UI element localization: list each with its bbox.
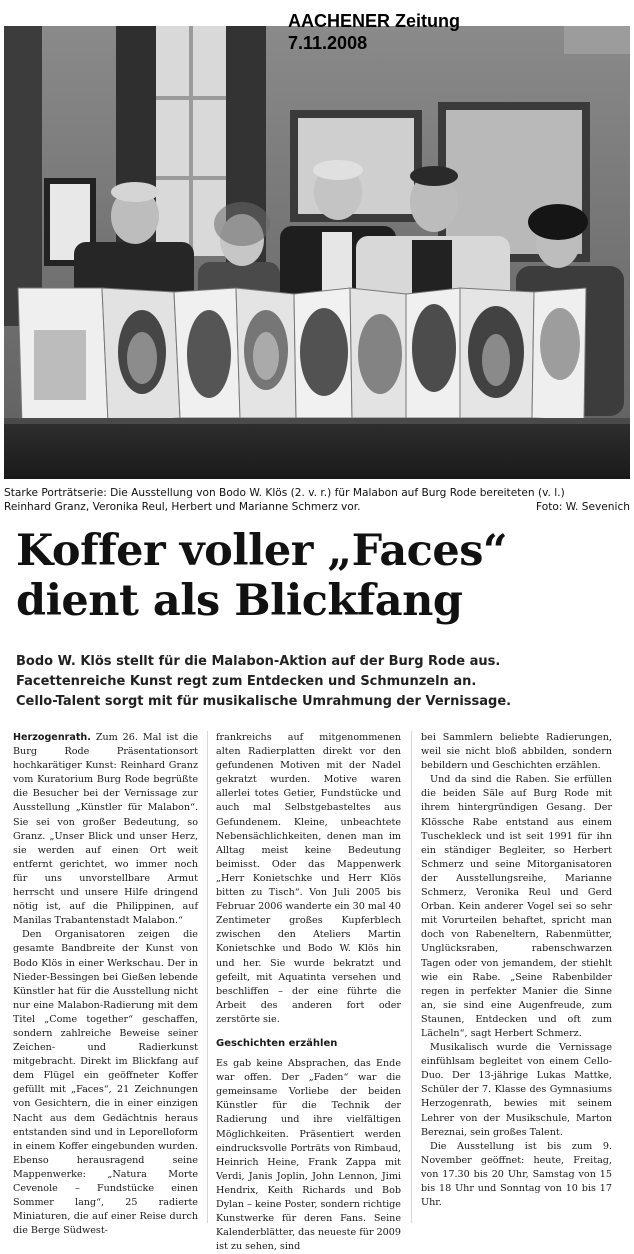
photo-credit: Foto: W. Sevenich <box>536 501 630 513</box>
deck-artist-name: Bodo W. Klös <box>16 654 112 669</box>
deck-line-3: Cello-Talent sorgt mit für musikalische Umrahmung der Vernissage. <box>16 694 512 709</box>
paragraph-text: Zum 26. Mal ist die Burg Rode Präsentationsort hochkarätiger Kunst: Reinhard Granz vom Kuratorium Burg Rode begrüßte die Besucher bei der Vernissage zur Ausstellung „Künstler für Malabon“. Sie sei von großer Bedeutung, so Granz. „Unser Blick und unser Herz, sie werden auf einen Ort weit entfernt gerichtet, wo immer noch für uns unvorstellbare Armut herrscht und unsere Hilfe dringend nötig ist, auf die Philippinen, auf Manilas Trabantenstadt Malabon.“ <box>13 732 198 927</box>
headline-line-1: Koffer voller „Faces“ <box>16 526 508 576</box>
deck-line-1-rest: stellt für die Malabon-Aktion auf der Burg Rode aus. <box>111 654 501 669</box>
article-column-3 <box>421 731 612 1231</box>
paragraph: Den Organisatoren zeigen die gesamte Bandbreite der Kunst von Bodo Klös in einer Werkschau. Der in Nieder-Bessingen bei Gießen lebende Künstler hat für die Ausstellung nicht nur eine Malabon-Radierung mit dem Titel „Come together“ geschaffen, sondern zahlreiche Beweise seiner Zeichen- und Radierkunst mitgebracht. Direkt im Blickfang auf dem Flügel ein geöffneter Koffer gefüllt mit „Faces“, 21 Zeichnungen von Gesichtern, die in einer einzigen Nacht aus dem Gedächtnis heraus entstanden sind und in Leporelloform in einem Koffer eingebunden wurden. Ebenso herausragend seine Mappenwerke: „Natura Morte Cevenole – Fundstücke einen Sommer lang“, 25 radierte Miniaturen, die auf einer Reise durch die Berge Südwest- <box>13 929 198 1237</box>
deck-line-1 <box>16 652 626 672</box>
newspaper-name: AACHENER Zeitung <box>288 11 460 31</box>
photo-caption <box>4 486 630 514</box>
column-rule <box>207 731 208 1223</box>
subheadline <box>16 652 626 712</box>
paragraph: bei Sammlern beliebte Radierungen, weil sie nicht bloß abbilden, sondern bebildern und Geschichten erzählen. <box>421 732 612 772</box>
caption-line-2-row <box>4 500 630 514</box>
masthead <box>288 10 460 54</box>
deck-line-2: Facettenreiche Kunst regt zum Entdecken und Schmunzeln an. <box>16 674 477 689</box>
publication-date: 7.11.2008 <box>288 33 368 53</box>
paragraph: Musikalisch wurde die Vernissage einfühlsam begleitet von einem Cello-Duo. Der 13-jährige Lukas Mattke, Schüler der 7. Klasse des Gymnasiums Herzogenrath, bewies mit seinem Lehrer von der Musikschule, Marton Bereznai, sein großes Talent. <box>421 1042 612 1138</box>
paragraph: Und da sind die Raben. Sie erfüllen die beiden Säle auf Burg Rode mit ihrem hintergründigen Gesang. Der Klössche Rabe entstand aus einem Tuschekleck und ist seit 1991 für ihn ein ständiger Begleiter, so Herbert Schmerz und seine Mitorganisatoren der Ausstellungsreihe, Marianne Schmerz, Veronika Reul und Gerd Orban. Kein anderer Vogel sei so sehr mit Vorurteilen behaftet, spricht man doch von Rabeneltern, Rabenmütter, Unglücksraben, rabenschwarzen Tagen oder von jemandem, der stiehlt wie ein Rabe. „Seine Rabenbilder regen in perfekter Manier die Sinne an, sie sind eine Augenfreude, zum Staunen, Entdecken und oft zum Lächeln“, sagt Herbert Schmerz. <box>421 774 612 1039</box>
leporello-book <box>18 288 586 424</box>
article-column-2 <box>216 731 402 1253</box>
paragraph: Die Ausstellung ist bis zum 9. November geöffnet: heute, Freitag, von 17.30 bis 20 Uhr, Samstag von 15 bis 18 Uhr und Sonntag von 10 bis 17 Uhr. <box>421 1140 612 1209</box>
dateline: Herzogenrath. <box>13 732 91 743</box>
caption-line-2: Reinhard Granz, Veronika Reul, Herbert und Marianne Schmerz vor. <box>4 501 361 513</box>
paragraph: frankreichs auf mitgenommenen alten Radierplatten direkt vor den gefundenen Motiven mit der Nadel gekratzt wurden. Motive waren allerlei totes Getier, Fundstücke und auch mal Selbstgebasteltes aus Gefundenem. Kleine, unbeachtete Nebensächlichkeiten, denen man im Alltag meist keine Bedeutung beimisst. Oder das Mappenwerk „Herr Konietschke und Herr Klös bitten zu Tisch“. Von Juli 2005 bis Februar 2006 wanderte ein 30 mal 40 Zentimeter großes Kupferblech zwischen den Ateliers Martin Konietschke und Bodo W. Klös hin und her. Sie wurde bekratzt und gefeilt, mit Aquatinta versehen und beschliffen – der eine führte die Arbeit des anderen fort oder zerstörte sie. <box>216 732 402 1025</box>
headline-line-2: dient als Blickfang <box>16 576 463 626</box>
headline <box>16 526 626 626</box>
column-rule <box>411 731 412 1223</box>
caption-line-1: Starke Porträtserie: Die Ausstellung von Bodo W. Klös (2. v. r.) für Malabon auf Burg Rode bereiteten (v. l.) <box>4 487 565 499</box>
article-column-1 <box>13 731 198 1237</box>
article-photo <box>4 26 630 479</box>
section-subhead: Geschichten erzählen <box>216 1037 338 1049</box>
paragraph: Es gab keine Absprachen, das Ende war offen. Der „Faden“ war die gemeinsame Vorliebe der beiden Künstler für die Technik der Radierung und ihre vielfältigen Möglichkeiten. Präsentiert werden eindrucksvolle Porträts von Rimbaud, Heinrich Heine, Frank Zappa mit Verdi, Janis Joplin, John Lennon, Jimi Hendrix, Keith Richards und Bob Dylan – keine Poster, sondern richtige Kunstwerke für deren Fans. Seine Kalenderblätter, das neueste für 2009 ist zu sehen, sind <box>216 1058 401 1253</box>
paragraph <box>13 731 198 928</box>
